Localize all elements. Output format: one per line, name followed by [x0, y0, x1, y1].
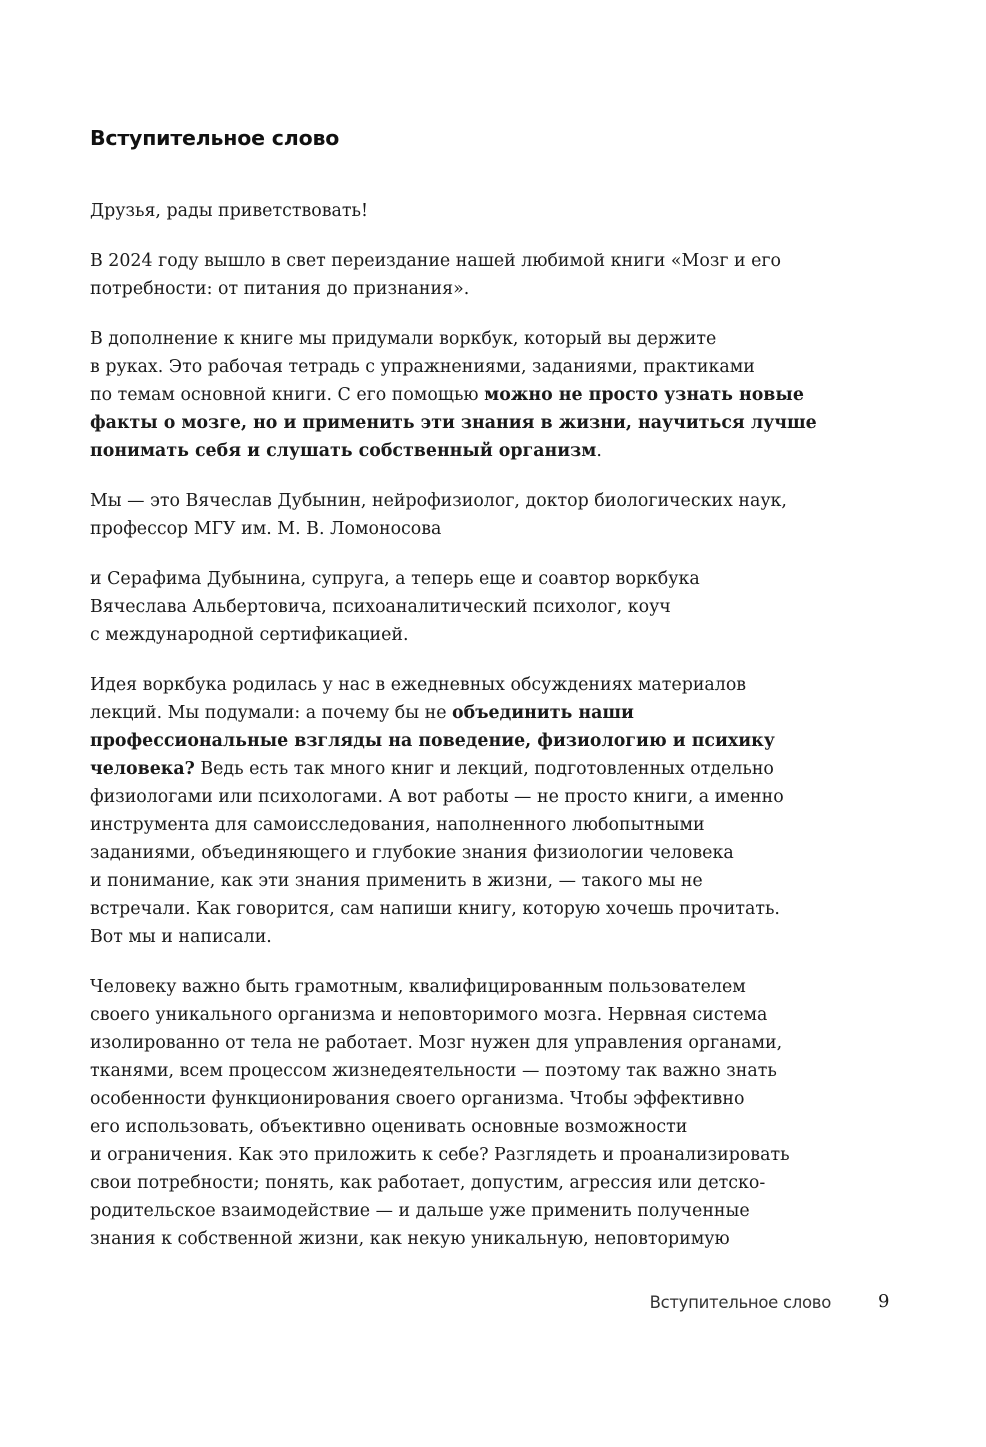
text-line: тканями, всем процессом жизнедеятельности — поэтому так важно знать	[90, 1061, 777, 1081]
bold-text-line: факты о мозге, но и применить эти знания в жизни, научиться лучше	[90, 413, 817, 433]
text-line: родительское взаимодействие — и дальше уже применить полученные	[90, 1201, 750, 1221]
paragraph-workbook	[90, 325, 850, 465]
text-line: своего уникального организма и неповторимого мозга. Нервная система	[90, 1005, 768, 1025]
text-segment: лекций. Мы подумали: а почему бы не	[90, 703, 453, 723]
text-line: инструмента для самоисследования, наполненного любопытными	[90, 815, 705, 835]
text-line: Вот мы и написали.	[90, 927, 272, 947]
text-line	[90, 699, 850, 727]
text-line: Друзья, рады приветствовать!	[90, 201, 368, 221]
text-line: Вячеслава Альбертовича, психоаналитический психолог, коуч	[90, 597, 671, 617]
section-heading: Вступительное слово	[90, 126, 340, 150]
text-line: знания к собственной жизни, как некую уникальную, неповторимую	[90, 1229, 730, 1249]
text-segment: Ведь есть так много книг и лекций, подготовленных отдельно	[194, 759, 774, 779]
text-line: Мы — это Вячеслав Дубынин, нейрофизиолог, доктор биологических наук,	[90, 491, 787, 511]
paragraph-reissue	[90, 247, 850, 303]
paragraph-greeting	[90, 197, 850, 225]
running-footer-title: Вступительное слово	[649, 1293, 831, 1312]
text-line: В дополнение к книге мы придумали воркбук, который вы держите	[90, 329, 717, 349]
bold-text-line: профессиональные взгляды на поведение, физиологию и психику	[90, 731, 775, 751]
text-line	[90, 381, 850, 409]
text-line: потребности: от питания до признания».	[90, 279, 470, 299]
text-line: встречали. Как говорится, сам напиши книгу, которую хочешь прочитать.	[90, 899, 780, 919]
text-line: и Серафима Дубынина, супруга, а теперь еще и соавтор воркбука	[90, 569, 700, 589]
page-number: 9	[878, 1291, 890, 1312]
text-line: изолированно от тела не работает. Мозг нужен для управления органами,	[90, 1033, 783, 1053]
text-line	[90, 437, 850, 465]
text-segment: по темам основной книги. С его помощью	[90, 385, 485, 405]
text-line: его использовать, объективно оценивать основные возможности	[90, 1117, 688, 1137]
text-line	[90, 755, 850, 783]
text-line: физиологами или психологами. А вот работы — не просто книги, а именно	[90, 787, 784, 807]
text-line: и понимание, как эти знания применить в жизни, — такого мы не	[90, 871, 703, 891]
body-text	[90, 197, 850, 1275]
text-line: особенности функционирования своего организма. Чтобы эффективно	[90, 1089, 745, 1109]
text-line: в руках. Это рабочая тетрадь с упражнениями, заданиями, практиками	[90, 357, 755, 377]
text-line: заданиями, объединяющего и глубокие знания физиологии человека	[90, 843, 734, 863]
paragraph-author-2	[90, 565, 850, 649]
text-segment: .	[596, 441, 602, 461]
bold-text: понимать себя и слушать собственный организм	[90, 441, 597, 461]
paragraph-idea	[90, 671, 850, 951]
bold-text: объединить наши	[452, 703, 634, 723]
text-line: Идея воркбука родилась у нас в ежедневных обсуждениях материалов	[90, 675, 747, 695]
bold-text: человека?	[90, 759, 195, 779]
text-line: с международной сертификацией.	[90, 625, 409, 645]
text-line: В 2024 году вышло в свет переиздание нашей любимой книги «Мозг и его	[90, 251, 781, 271]
paragraph-author-1	[90, 487, 850, 543]
paragraph-brain-user	[90, 973, 850, 1253]
text-line: Человеку важно быть грамотным, квалифицированным пользователем	[90, 977, 746, 997]
text-line: свои потребности; понять, как работает, допустим, агрессия или детско-	[90, 1173, 766, 1193]
text-line: и ограничения. Как это приложить к себе? Разглядеть и проанализировать	[90, 1145, 790, 1165]
text-line: профессор МГУ им. М. В. Ломоносова	[90, 519, 442, 539]
bold-text: можно не просто узнать новые	[484, 385, 804, 405]
